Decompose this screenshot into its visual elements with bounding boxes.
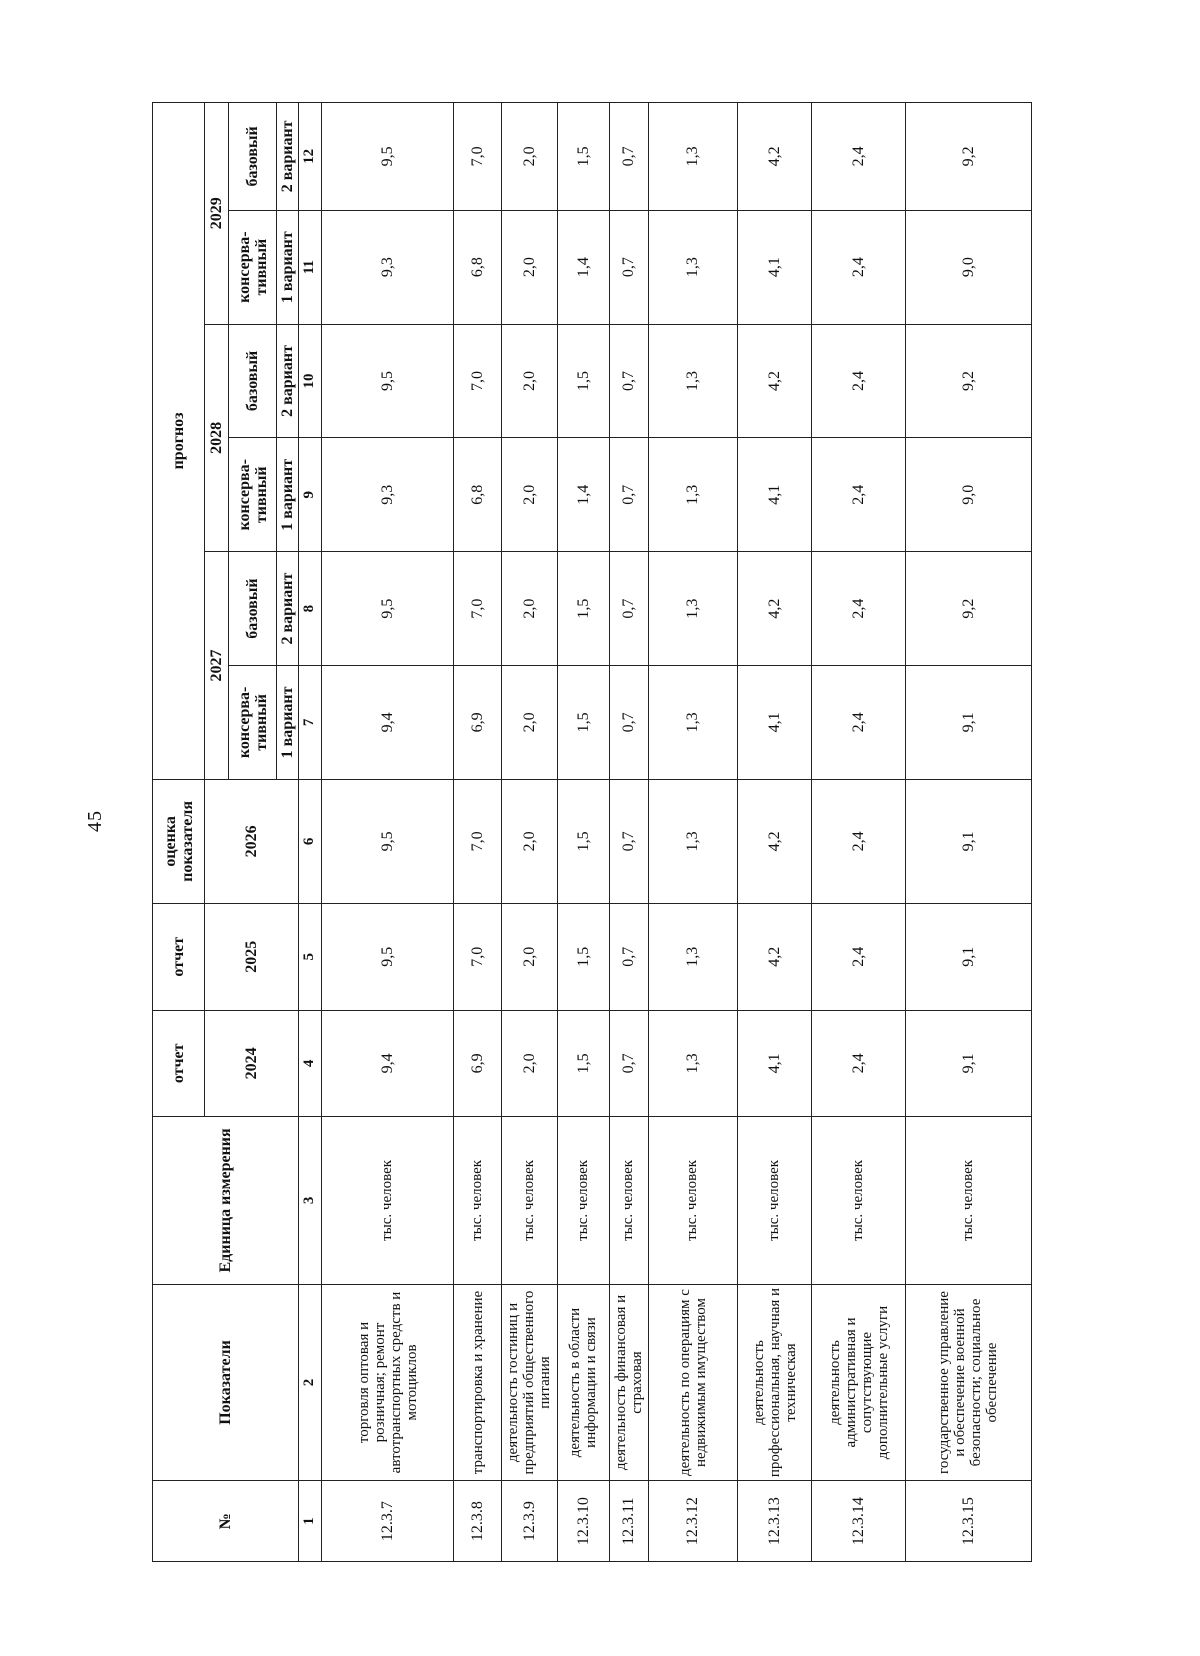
row-value: 6,9 bbox=[454, 666, 502, 780]
row-value: 0,7 bbox=[609, 324, 648, 438]
row-value: 9,1 bbox=[905, 1010, 1031, 1117]
row-value: 4,2 bbox=[737, 552, 812, 666]
row-value: 9,5 bbox=[321, 779, 454, 903]
header-indicators: Показатели bbox=[153, 1284, 299, 1481]
row-unit: тыс. человек bbox=[501, 1117, 557, 1285]
row-value: 2,0 bbox=[501, 1010, 557, 1117]
row-value: 9,1 bbox=[905, 779, 1031, 903]
row-indicator-name: деятельность гостиниц и предприятий общественного питания bbox=[501, 1284, 557, 1481]
column-index: 9 bbox=[299, 438, 322, 552]
column-index: 6 bbox=[299, 779, 322, 903]
table-row bbox=[321, 103, 454, 1562]
table-row bbox=[648, 103, 737, 1562]
row-value: 4,1 bbox=[737, 210, 812, 324]
row-value: 2,0 bbox=[501, 210, 557, 324]
row-value: 1,5 bbox=[557, 1010, 609, 1117]
row-value: 1,3 bbox=[648, 438, 737, 552]
column-index: 3 bbox=[299, 1117, 322, 1285]
header-variant2-2027: 2 вариант bbox=[277, 552, 299, 666]
row-number: 12.3.7 bbox=[321, 1481, 454, 1562]
row-value: 2,0 bbox=[501, 903, 557, 1010]
row-value: 4,2 bbox=[737, 779, 812, 903]
row-value: 7,0 bbox=[454, 779, 502, 903]
header-forecast: прогноз bbox=[153, 103, 205, 780]
column-index: 10 bbox=[299, 324, 322, 438]
header-variant2-2029: 2 вариант bbox=[277, 103, 299, 211]
row-value: 1,5 bbox=[557, 666, 609, 780]
column-index: 2 bbox=[299, 1284, 322, 1481]
row-value: 7,0 bbox=[454, 324, 502, 438]
column-index-row bbox=[299, 103, 322, 1562]
table-row bbox=[501, 103, 557, 1562]
column-index: 11 bbox=[299, 210, 322, 324]
row-value: 6,9 bbox=[454, 1010, 502, 1117]
column-index: 4 bbox=[299, 1010, 322, 1117]
row-value: 1,5 bbox=[557, 324, 609, 438]
row-value: 9,0 bbox=[905, 438, 1031, 552]
header-variant1-2027: 1 вариант bbox=[277, 666, 299, 780]
header-year-2027: 2027 bbox=[205, 552, 229, 780]
row-number: 12.3.14 bbox=[812, 1481, 905, 1562]
header-base-2029: базовый bbox=[229, 103, 277, 211]
row-indicator-name: деятельность административная и сопутствующие дополнительные услуги bbox=[812, 1284, 905, 1481]
header-variant1-2029: 1 вариант bbox=[277, 210, 299, 324]
row-value: 7,0 bbox=[454, 903, 502, 1010]
row-value: 7,0 bbox=[454, 552, 502, 666]
data-table-container bbox=[152, 102, 1032, 1562]
row-unit: тыс. человек bbox=[648, 1117, 737, 1285]
header-base-2027: базовый bbox=[229, 552, 277, 666]
table-row bbox=[812, 103, 905, 1562]
forecast-table bbox=[152, 102, 1032, 1562]
row-value: 1,3 bbox=[648, 666, 737, 780]
row-value: 4,2 bbox=[737, 324, 812, 438]
header-year-2029: 2029 bbox=[205, 103, 229, 325]
column-index: 5 bbox=[299, 903, 322, 1010]
row-value: 2,0 bbox=[501, 324, 557, 438]
row-value: 4,1 bbox=[737, 438, 812, 552]
column-index: 1 bbox=[299, 1481, 322, 1562]
row-indicator-name: деятельность в области информации и связи bbox=[557, 1284, 609, 1481]
row-value: 9,5 bbox=[321, 324, 454, 438]
header-year-2028: 2028 bbox=[205, 324, 229, 552]
header-base-2028: базовый bbox=[229, 324, 277, 438]
table-row bbox=[609, 103, 648, 1562]
row-value: 1,4 bbox=[557, 210, 609, 324]
row-value: 9,3 bbox=[321, 438, 454, 552]
row-unit: тыс. человек bbox=[812, 1117, 905, 1285]
row-value: 1,4 bbox=[557, 438, 609, 552]
table-row bbox=[737, 103, 812, 1562]
row-value: 9,5 bbox=[321, 903, 454, 1010]
row-value: 4,2 bbox=[737, 103, 812, 211]
header-conservative-2027: консерва- тивный bbox=[229, 666, 277, 780]
column-index: 8 bbox=[299, 552, 322, 666]
row-value: 9,4 bbox=[321, 1010, 454, 1117]
row-unit: тыс. человек bbox=[321, 1117, 454, 1285]
row-number: 12.3.13 bbox=[737, 1481, 812, 1562]
row-value: 1,5 bbox=[557, 552, 609, 666]
row-value: 0,7 bbox=[609, 438, 648, 552]
column-index: 7 bbox=[299, 666, 322, 780]
row-value: 1,3 bbox=[648, 210, 737, 324]
row-value: 9,1 bbox=[905, 666, 1031, 780]
row-value: 9,2 bbox=[905, 552, 1031, 666]
row-unit: тыс. человек bbox=[737, 1117, 812, 1285]
row-value: 4,1 bbox=[737, 1010, 812, 1117]
row-value: 0,7 bbox=[609, 666, 648, 780]
row-value: 9,5 bbox=[321, 552, 454, 666]
row-value: 1,5 bbox=[557, 103, 609, 211]
row-value: 9,0 bbox=[905, 210, 1031, 324]
row-indicator-name: деятельность финансовая и страховая bbox=[609, 1284, 648, 1481]
row-number: 12.3.12 bbox=[648, 1481, 737, 1562]
row-value: 9,4 bbox=[321, 666, 454, 780]
row-value: 2,0 bbox=[501, 666, 557, 780]
row-indicator-name: транспортировка и хранение bbox=[454, 1284, 502, 1481]
row-value: 2,0 bbox=[501, 438, 557, 552]
header-year-2024: 2024 bbox=[205, 1010, 299, 1117]
row-value: 2,4 bbox=[812, 552, 905, 666]
table-row bbox=[905, 103, 1031, 1562]
row-value: 9,2 bbox=[905, 103, 1031, 211]
row-value: 2,0 bbox=[501, 103, 557, 211]
row-unit: тыс. человек bbox=[609, 1117, 648, 1285]
row-indicator-name: деятельность по операциям с недвижимым имуществом bbox=[648, 1284, 737, 1481]
header-report-2024: отчет bbox=[153, 1010, 205, 1117]
row-value: 0,7 bbox=[609, 103, 648, 211]
page-number: 45 bbox=[84, 810, 106, 832]
row-value: 2,4 bbox=[812, 103, 905, 211]
row-value: 6,8 bbox=[454, 438, 502, 552]
row-value: 1,5 bbox=[557, 779, 609, 903]
row-value: 2,4 bbox=[812, 1010, 905, 1117]
row-value: 4,1 bbox=[737, 666, 812, 780]
row-value: 0,7 bbox=[609, 210, 648, 324]
row-number: 12.3.8 bbox=[454, 1481, 502, 1562]
header-estimate: оценка показателя bbox=[153, 779, 205, 903]
header-variant1-2028: 1 вариант bbox=[277, 438, 299, 552]
row-number: 12.3.10 bbox=[557, 1481, 609, 1562]
row-number: 12.3.11 bbox=[609, 1481, 648, 1562]
row-value: 2,4 bbox=[812, 666, 905, 780]
header-conservative-2028: консерва- тивный bbox=[229, 438, 277, 552]
header-unit: Единица измерения bbox=[153, 1117, 299, 1285]
column-index: 12 bbox=[299, 103, 322, 211]
row-unit: тыс. человек bbox=[557, 1117, 609, 1285]
header-num: № bbox=[153, 1481, 299, 1562]
row-value: 1,3 bbox=[648, 903, 737, 1010]
row-value: 0,7 bbox=[609, 779, 648, 903]
table-row bbox=[557, 103, 609, 1562]
row-number: 12.3.15 bbox=[905, 1481, 1031, 1562]
header-year-2025: 2025 bbox=[205, 903, 299, 1010]
row-value: 7,0 bbox=[454, 103, 502, 211]
row-value: 2,4 bbox=[812, 438, 905, 552]
row-value: 9,2 bbox=[905, 324, 1031, 438]
row-value: 2,4 bbox=[812, 324, 905, 438]
row-value: 2,0 bbox=[501, 779, 557, 903]
header-variant2-2028: 2 вариант bbox=[277, 324, 299, 438]
row-value: 1,3 bbox=[648, 779, 737, 903]
row-value: 2,0 bbox=[501, 552, 557, 666]
row-value: 6,8 bbox=[454, 210, 502, 324]
row-value: 9,3 bbox=[321, 210, 454, 324]
row-value: 2,4 bbox=[812, 210, 905, 324]
row-value: 0,7 bbox=[609, 1010, 648, 1117]
row-value: 0,7 bbox=[609, 903, 648, 1010]
row-indicator-name: торговля оптовая и розничная; ремонт автотранспортных средств и мотоциклов bbox=[321, 1284, 454, 1481]
row-value: 1,3 bbox=[648, 1010, 737, 1117]
row-unit: тыс. человек bbox=[454, 1117, 502, 1285]
row-indicator-name: государственное управление и обеспечение военной безопасности; социальное обеспечение bbox=[905, 1284, 1031, 1481]
row-value: 1,5 bbox=[557, 903, 609, 1010]
header-year-2026: 2026 bbox=[205, 779, 299, 903]
row-value: 2,4 bbox=[812, 779, 905, 903]
row-value: 4,2 bbox=[737, 903, 812, 1010]
header-report-2025: отчет bbox=[153, 903, 205, 1010]
row-value: 1,3 bbox=[648, 552, 737, 666]
row-value: 1,3 bbox=[648, 324, 737, 438]
table-row bbox=[454, 103, 502, 1562]
row-value: 1,3 bbox=[648, 103, 737, 211]
row-indicator-name: деятельность профессиональная, научная и техническая bbox=[737, 1284, 812, 1481]
row-value: 9,5 bbox=[321, 103, 454, 211]
header-conservative-2029: консерва- тивный bbox=[229, 210, 277, 324]
row-value: 2,4 bbox=[812, 903, 905, 1010]
row-unit: тыс. человек bbox=[905, 1117, 1031, 1285]
row-number: 12.3.9 bbox=[501, 1481, 557, 1562]
row-value: 9,1 bbox=[905, 903, 1031, 1010]
row-value: 0,7 bbox=[609, 552, 648, 666]
